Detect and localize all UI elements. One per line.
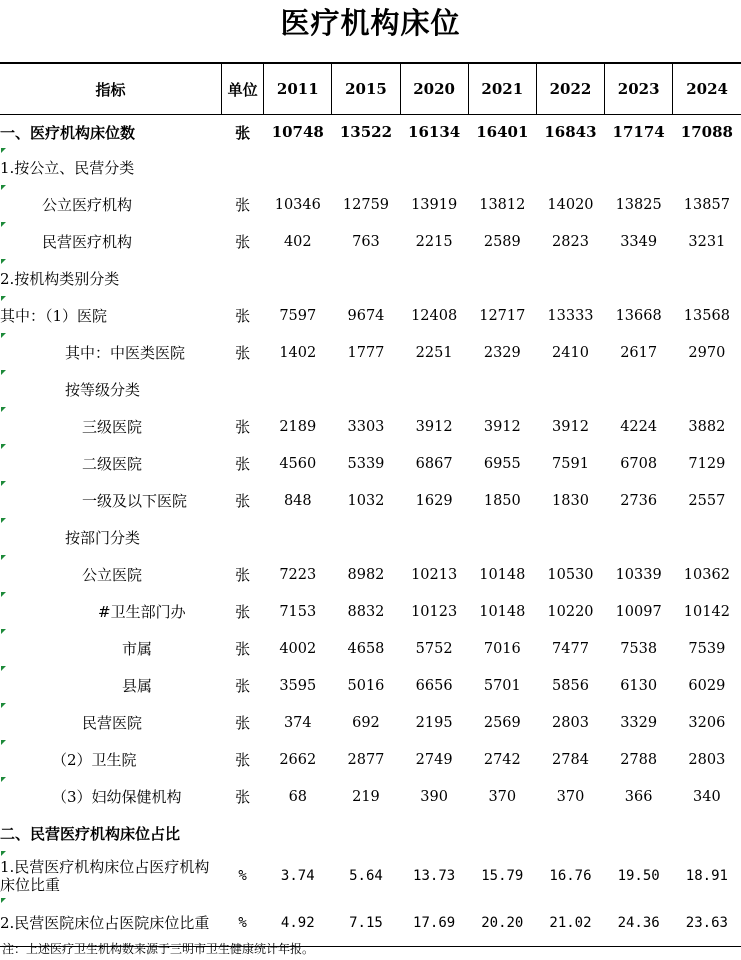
cell-marker-icon	[1, 851, 6, 856]
cell-value: 848	[283, 492, 312, 509]
row-label: 1.按公立、民营分类	[0, 149, 222, 186]
cell-value: 7539	[688, 640, 726, 657]
cell-value: 1850	[483, 492, 521, 509]
cell-value: 3349	[620, 233, 658, 250]
cell-value: 2195	[415, 714, 453, 731]
row-unit: %	[222, 899, 264, 947]
row-label: 二、民营医疗机构床位占比	[0, 825, 181, 843]
header-year: 2020	[400, 63, 468, 115]
cell-value: 10220	[547, 603, 594, 620]
cell-value: 1629	[415, 492, 453, 509]
cell-value: 2742	[483, 751, 521, 768]
cell-value: 10748	[271, 123, 324, 141]
row-label: 市属	[0, 630, 222, 667]
cell-value: 17088	[680, 123, 733, 141]
cell-marker-icon	[1, 629, 6, 634]
cell-value: 5752	[415, 640, 453, 657]
cell-marker-icon	[1, 222, 6, 227]
page-title: 医疗机构床位	[280, 6, 461, 40]
cell-value: 4560	[279, 455, 317, 472]
cell-value: 5339	[347, 455, 385, 472]
cell-value	[605, 371, 673, 408]
cell-value: 10362	[683, 566, 730, 583]
cell-value	[264, 149, 332, 186]
cell-value	[332, 149, 400, 186]
cell-value: 6708	[620, 455, 658, 472]
cell-value: 9674	[347, 307, 385, 324]
cell-value: 10097	[615, 603, 662, 620]
cell-value	[468, 371, 536, 408]
cell-value: 13668	[615, 307, 662, 324]
header-row	[0, 63, 741, 115]
cell-value: 3595	[279, 677, 317, 694]
cell-value: 2736	[620, 492, 658, 509]
cell-marker-icon	[1, 898, 6, 903]
cell-value: 2788	[620, 751, 658, 768]
cell-value: 8832	[347, 603, 385, 620]
cell-value	[536, 519, 604, 556]
row-unit	[222, 149, 264, 186]
header-year: 2021	[468, 63, 536, 115]
cell-marker-icon	[1, 185, 6, 190]
cell-value: 13522	[339, 123, 393, 141]
cell-value: 10148	[479, 566, 526, 583]
cell-value: 13825	[615, 196, 662, 213]
cell-value: 14020	[547, 196, 594, 213]
row-label: 公立医院	[0, 556, 222, 593]
row-unit: 张	[235, 233, 251, 251]
row-unit: 张	[235, 307, 251, 325]
cell-value	[264, 519, 332, 556]
cell-value	[605, 260, 673, 297]
cell-value: 2749	[415, 751, 453, 768]
cell-value: 390	[420, 788, 448, 805]
row-label: 县属	[0, 667, 222, 704]
cell-value: 4658	[347, 640, 385, 657]
row-unit: 张	[235, 677, 251, 695]
cell-value: 2410	[552, 344, 589, 361]
row-unit: 张	[235, 123, 251, 142]
row-label: （2）卫生院	[0, 741, 222, 778]
cell-value: 20.20	[468, 899, 536, 947]
cell-marker-icon	[1, 370, 6, 375]
cell-value: 5016	[347, 677, 385, 694]
cell-value: 1032	[347, 492, 385, 509]
cell-value: 13919	[411, 196, 458, 213]
header-year: 2011	[264, 63, 332, 115]
row-unit: 张	[235, 566, 251, 584]
cell-value: 374	[283, 714, 312, 731]
cell-value	[536, 371, 604, 408]
row-unit: 张	[235, 788, 251, 806]
cell-marker-icon	[1, 555, 6, 560]
cell-marker-icon	[1, 333, 6, 338]
table-row	[0, 815, 741, 852]
cell-value: 2329	[483, 344, 521, 361]
cell-value	[673, 260, 741, 297]
row-label: 一级及以下医院	[0, 482, 222, 519]
cell-value	[536, 260, 604, 297]
cell-marker-icon	[1, 518, 6, 523]
cell-value: 2251	[415, 344, 453, 361]
table-row	[0, 223, 741, 260]
row-unit: 张	[235, 751, 251, 769]
cell-value: 10346	[274, 196, 321, 213]
row-label: 按等级分类	[0, 371, 222, 408]
cell-value	[468, 519, 536, 556]
cell-value: 68	[288, 788, 308, 805]
cell-value: 366	[624, 788, 653, 805]
cell-value: 692	[352, 714, 380, 731]
cell-value: 2823	[552, 233, 589, 250]
table-row	[0, 115, 741, 150]
row-unit: %	[238, 867, 247, 884]
cell-value	[468, 260, 536, 297]
table-row	[0, 667, 741, 704]
cell-value	[400, 815, 468, 852]
row-label: 二级医院	[0, 445, 222, 482]
cell-value: 5701	[483, 677, 521, 694]
cell-value	[536, 815, 604, 852]
row-label: #卫生部门办	[0, 593, 222, 630]
cell-value: 2970	[688, 344, 726, 361]
cell-value: 24.36	[605, 899, 673, 947]
row-unit: 张	[235, 196, 251, 214]
cell-value: 10123	[411, 603, 458, 620]
header-year: 2023	[605, 63, 673, 115]
cell-value: 13857	[683, 196, 730, 213]
cell-value: 16401	[476, 123, 529, 141]
cell-value	[468, 149, 536, 186]
cell-value: 2803	[688, 751, 726, 768]
cell-value	[264, 815, 332, 852]
table-row	[0, 482, 741, 519]
row-label: 1.民营医疗机构床位占医疗机构床位比重	[0, 852, 222, 899]
cell-value: 2617	[620, 344, 658, 361]
cell-value: 7016	[483, 640, 521, 657]
cell-value: 2877	[347, 751, 385, 768]
cell-value: 13.73	[413, 867, 456, 884]
cell-value	[332, 519, 400, 556]
cell-value	[673, 371, 741, 408]
cell-marker-icon	[1, 148, 6, 153]
row-unit	[222, 371, 264, 408]
header-indicator: 指标	[0, 63, 222, 115]
cell-value	[332, 815, 400, 852]
cell-value: 16843	[544, 123, 597, 141]
row-label: 2.按机构类别分类	[0, 260, 222, 297]
table-row	[0, 899, 741, 947]
cell-value	[673, 149, 741, 186]
cell-value: 6130	[620, 677, 658, 694]
cell-value	[605, 149, 673, 186]
row-label: 2.民营医院床位占医院床位比重	[0, 899, 222, 947]
cell-marker-icon	[1, 740, 6, 745]
row-label: 其中：（1）医院	[0, 297, 222, 334]
cell-value: 6867	[415, 455, 453, 472]
cell-value: 13333	[547, 307, 594, 324]
row-label: 其中：中医类医院	[0, 334, 222, 371]
table-row	[0, 260, 741, 297]
cell-value: 13812	[479, 196, 526, 213]
row-unit	[222, 815, 264, 852]
table-body	[0, 115, 741, 947]
cell-value: 7591	[552, 455, 589, 472]
row-label: 三级医院	[0, 408, 222, 445]
cell-value: 16134	[408, 123, 461, 141]
cell-value	[468, 815, 536, 852]
cell-value: 3231	[688, 233, 726, 250]
header-year: 2024	[673, 63, 741, 115]
cell-value: 370	[556, 788, 585, 805]
cell-value	[400, 371, 468, 408]
cell-value: 2803	[552, 714, 589, 731]
cell-value: 10339	[615, 566, 662, 583]
cell-value: 2589	[483, 233, 521, 250]
cell-value: 340	[693, 788, 721, 805]
row-unit: 张	[235, 455, 251, 473]
cell-value: 1830	[552, 492, 589, 509]
row-unit: 张	[235, 418, 251, 436]
header-year: 2022	[536, 63, 604, 115]
table-row	[0, 408, 741, 445]
table-row	[0, 334, 741, 371]
cell-value: 21.02	[536, 899, 604, 947]
cell-value: 2189	[279, 418, 317, 435]
cell-value: 7597	[279, 307, 317, 324]
table-row	[0, 630, 741, 667]
table-row	[0, 741, 741, 778]
cell-value: 10148	[479, 603, 526, 620]
cell-value: 3882	[688, 418, 726, 435]
table-row	[0, 556, 741, 593]
row-unit: 张	[235, 640, 251, 658]
cell-value: 3912	[483, 418, 521, 435]
cell-value: 1402	[279, 344, 317, 361]
cell-value: 2215	[415, 233, 453, 250]
cell-value: 8982	[347, 566, 385, 583]
cell-value: 2662	[279, 751, 317, 768]
cell-value: 6955	[483, 455, 521, 472]
cell-value: 3.74	[280, 867, 315, 884]
cell-value: 7153	[279, 603, 317, 620]
cell-marker-icon	[1, 444, 6, 449]
cell-value: 1777	[347, 344, 385, 361]
cell-value	[400, 519, 468, 556]
cell-value: 3303	[347, 418, 385, 435]
cell-value: 7129	[688, 455, 726, 472]
cell-value: 10213	[411, 566, 458, 583]
cell-value: 7223	[279, 566, 317, 583]
row-unit	[222, 260, 264, 297]
table-row	[0, 186, 741, 223]
cell-value: 370	[488, 788, 517, 805]
cell-value: 12717	[479, 307, 526, 324]
cell-value: 10142	[683, 603, 730, 620]
cell-value	[400, 260, 468, 297]
table-row	[0, 371, 741, 408]
cell-marker-icon	[1, 259, 6, 264]
cell-value: 6656	[415, 677, 453, 694]
cell-value: 12408	[411, 307, 458, 324]
cell-value	[673, 519, 741, 556]
table-row	[0, 519, 741, 556]
cell-value: 7477	[552, 640, 589, 657]
cell-value	[605, 519, 673, 556]
row-label: 一、医疗机构床位数	[0, 123, 136, 142]
cell-value	[332, 371, 400, 408]
table-row	[0, 297, 741, 334]
row-label: （3）妇幼保健机构	[0, 778, 222, 815]
cell-value: 4.92	[264, 899, 332, 947]
cell-value	[536, 149, 604, 186]
cell-value: 763	[352, 233, 380, 250]
cell-value: 5856	[552, 677, 589, 694]
cell-value: 402	[283, 233, 312, 250]
cell-marker-icon	[1, 296, 6, 301]
cell-value: 2784	[552, 751, 589, 768]
cell-value: 15.79	[481, 867, 524, 884]
cell-value: 3912	[415, 418, 453, 435]
cell-value: 3329	[620, 714, 658, 731]
cell-value	[332, 260, 400, 297]
table-row	[0, 445, 741, 482]
row-label: 公立医疗机构	[0, 186, 222, 223]
row-unit	[222, 519, 264, 556]
cell-marker-icon	[1, 703, 6, 708]
table-row	[0, 149, 741, 186]
cell-value: 7.15	[332, 899, 400, 947]
table-row	[0, 852, 741, 899]
cell-value	[264, 371, 332, 408]
row-unit: 张	[235, 344, 251, 362]
table-row	[0, 778, 741, 815]
cell-value: 10530	[547, 566, 594, 583]
cell-value: 219	[352, 788, 380, 805]
table-row	[0, 704, 741, 741]
cell-value: 5.64	[349, 867, 383, 884]
table-row	[0, 593, 741, 630]
cell-value	[605, 815, 673, 852]
cell-marker-icon	[1, 592, 6, 597]
row-unit: 张	[235, 603, 251, 621]
cell-value: 2557	[688, 492, 726, 509]
cell-value: 3206	[688, 714, 726, 731]
cell-value: 2569	[483, 714, 521, 731]
row-unit: 张	[235, 714, 251, 732]
footnote: 注：上述医疗卫生机构数来源于三明市卫生健康统计年报。	[2, 942, 315, 956]
cell-value: 3912	[552, 418, 589, 435]
cell-value: 7538	[620, 640, 658, 657]
cell-value	[264, 260, 332, 297]
row-label: 民营医院	[0, 704, 222, 741]
cell-value: 6029	[688, 677, 726, 694]
cell-value: 16.76	[549, 867, 592, 884]
cell-value: 13568	[683, 307, 730, 324]
cell-value: 23.63	[673, 899, 741, 947]
cell-value	[673, 815, 741, 852]
cell-marker-icon	[1, 777, 6, 782]
header-unit: 单位	[222, 63, 264, 115]
row-label: 按部门分类	[0, 519, 222, 556]
bed-statistics-table	[0, 62, 741, 947]
cell-marker-icon	[1, 407, 6, 412]
cell-value: 12759	[342, 196, 390, 213]
cell-value: 19.50	[617, 867, 660, 884]
row-unit: 张	[235, 492, 251, 510]
cell-value: 4224	[620, 418, 658, 435]
row-label: 民营医疗机构	[0, 223, 222, 260]
cell-value: 17.69	[400, 899, 468, 947]
cell-marker-icon	[1, 666, 6, 671]
cell-value: 17174	[612, 123, 665, 141]
cell-value	[400, 149, 468, 186]
cell-value: 4002	[279, 640, 317, 657]
cell-value: 18.91	[685, 867, 728, 884]
cell-marker-icon	[1, 481, 6, 486]
header-year: 2015	[332, 63, 400, 115]
